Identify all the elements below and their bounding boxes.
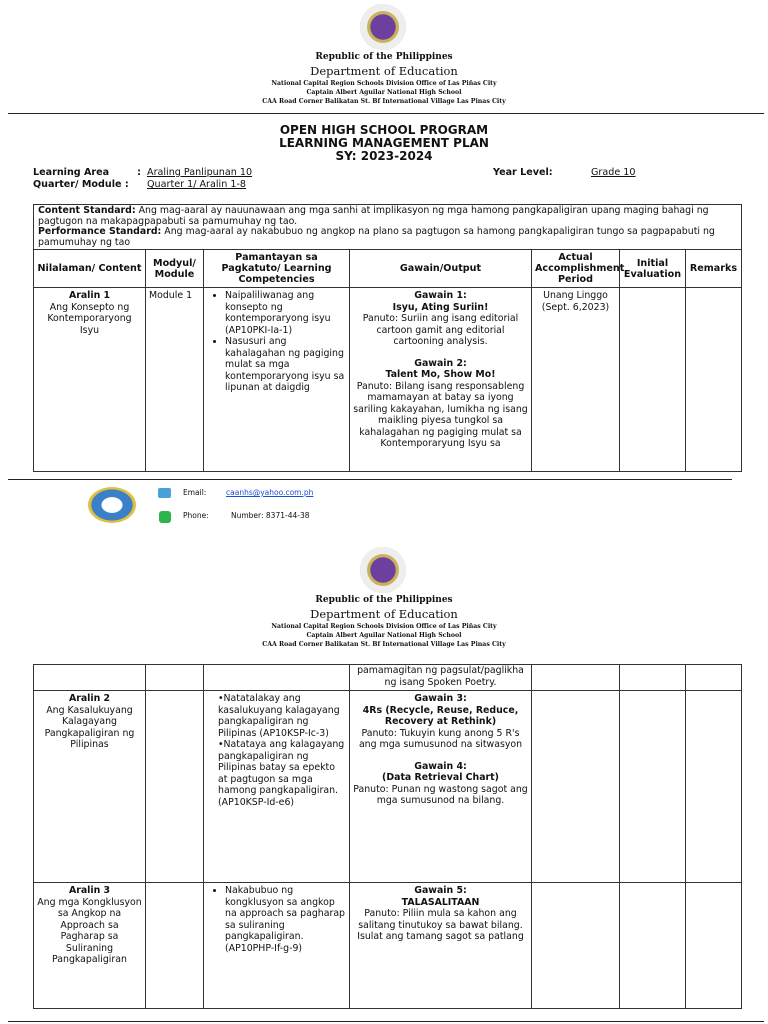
address-line: CAA Road Corner Balikatan St. Bf International Village Las Pinas City: [262, 98, 506, 105]
table-row-aralin-3: [34, 883, 742, 1009]
evaluation-cell: [620, 665, 686, 691]
division-line: National Capital Region Schools Division Office of Las Piñas City: [271, 623, 497, 630]
content-cell: [34, 883, 146, 1009]
program-title: OPEN HIGH SCHOOL PROGRAM: [279, 123, 489, 137]
module-cell: [146, 665, 204, 691]
gawain-5-title: Gawain 5:: [414, 885, 467, 896]
remarks-cell: [686, 288, 742, 472]
header-competencies: Pamantayan sa Pagkatuto/ Learning Competencies: [204, 250, 350, 288]
period-cell: [532, 691, 620, 883]
table-row-aralin-1: [34, 288, 742, 472]
period-cell: [532, 665, 620, 691]
school-year: SY: 2023-2024: [335, 149, 433, 163]
header-remarks: Remarks: [686, 250, 742, 288]
module-cell: Module 1: [146, 288, 204, 472]
phone-number: Number: 8371-44-38: [231, 511, 310, 520]
standards-row: [34, 205, 742, 250]
gawain-1-name: Isyu, Ating Suriin!: [392, 301, 489, 313]
gawain-2-text: Panuto: Bilang isang responsableng mamamayan at batay sa iyong sariling kakayahan, lumikha ng isang maikling piyesa tungkol sa kahalagahan ng pagiging mulat sa Kontemporaryung Isyu sa: [353, 380, 528, 449]
year-level-label: Year Level:: [493, 167, 553, 178]
lmp-table-page2: [33, 664, 742, 1009]
output-cell: [350, 691, 532, 883]
gawain-1-title: Gawain 1:: [414, 290, 467, 301]
content-cell: [34, 288, 146, 472]
competencies-cell: [204, 288, 350, 472]
school-line: Captain Albert Aguilar National High School: [306, 632, 462, 639]
gawain-2-name: Talent Mo, Show Mo!: [385, 369, 496, 380]
gawain-4-text: Panuto: Punan ng wastong sagot ang mga sumusunod na bilang.: [353, 783, 528, 806]
competency-item: • Nasusuri ang kahalagahan ng pagiging mulat sa mga kontemporaryong isyu sa lipunan at daigdig: [225, 336, 346, 394]
page-bottom-divider: [8, 1021, 764, 1022]
footer-divider: [8, 479, 732, 480]
deped-seal: [360, 547, 406, 593]
performance-standard: Performance Standard: Ang mag-aaral ay nakabubuo ng angkop na plano sa pagtugon sa hamong pangkapaligiran tungo sa pagpapabuti ng pamumuhay ng tao: [38, 226, 715, 248]
header-module: Modyul/ Module: [146, 250, 204, 288]
content-standard: Content Standard: Ang mag-aaral ay nauunawaan ang mga sanhi at implikasyon ng mga hamong pangkapaligiran upang maging bahagi ng pagtugon na makapagpapabuti sa pamumuhay ng tao.: [38, 205, 709, 227]
gawain-3-name: 4Rs (Recycle, Reuse, Reduce, Recovery at Rethink): [362, 704, 519, 727]
phone-label: Phone:: [183, 511, 209, 520]
header-evaluation: Initial Evaluation: [620, 250, 686, 288]
quarter-value: Quarter 1/ Aralin 1-8: [147, 179, 247, 190]
competencies-cell: [204, 883, 350, 1009]
competency-item: •Natatalakay ang kasalukuyang kalagayang pangkapaligiran ng Pilipinas (AP10KSP-Ic-3): [218, 693, 340, 739]
table-header-row: [34, 250, 742, 288]
republic-line: Republic of the Philippines: [315, 595, 453, 605]
output-cell: [350, 288, 532, 472]
gawain-3-title: Gawain 3:: [414, 693, 467, 704]
period-cell: [532, 288, 620, 472]
lmp-table-page1: [33, 204, 742, 472]
competency-item: • Naipaliliwanag ang konsepto ng kontemporaryong isyu (AP10PKI-Ia-1): [225, 290, 346, 336]
period-cell: [532, 883, 620, 1009]
school-line: Captain Albert Aguilar National High School: [306, 89, 462, 96]
output-cell: [350, 883, 532, 1009]
letterhead: [0, 595, 768, 649]
standards-cell: [34, 205, 742, 250]
header-content: Nilalaman/ Content: [34, 250, 146, 288]
gawain-1-text: Panuto: Suriin ang isang editorial cartoon gamit ang editorial cartooning analysis.: [362, 313, 519, 347]
evaluation-cell: [620, 691, 686, 883]
evaluation-cell: [620, 288, 686, 472]
learning-area-value: Araling Panlipunan 10: [147, 167, 253, 178]
gawain-4-title: Gawain 4:: [414, 760, 467, 772]
aralin-title: Aralin 3: [68, 885, 111, 896]
department-line: Department of Education: [310, 64, 458, 78]
gawain-2-title: Gawain 2:: [414, 357, 467, 369]
letterhead: [0, 52, 768, 106]
header-divider: [8, 113, 764, 114]
gawain-5-text: Panuto: Piliin mula sa kahon ang salitang tinutukoy sa bawat bilang. Isulat ang tamang sagot sa patlang: [357, 908, 524, 942]
gawain-3-text: Panuto: Tukuyin kung anong 5 R's ang mga sumusunod na sitwasyon: [358, 727, 523, 750]
period-date: (Sept. 6,2023): [541, 301, 610, 313]
department-line: Department of Education: [310, 607, 458, 621]
competencies-cell: [204, 665, 350, 691]
table-row-continuation: [34, 665, 742, 691]
aralin-title: Aralin 1: [68, 290, 111, 301]
remarks-cell: [686, 883, 742, 1009]
learning-area-label: Learning Area :: [33, 167, 141, 178]
republic-line: Republic of the Philippines: [315, 52, 453, 62]
email-link[interactable]: caanhs@yahoo.com.ph: [226, 488, 314, 497]
remarks-cell: [686, 665, 742, 691]
lmp-title: LEARNING MANAGEMENT PLAN: [279, 136, 489, 150]
module-cell: [146, 883, 204, 1009]
remarks-cell: [686, 691, 742, 883]
output-cell: pamamagitan ng pagsulat/paglikha ng isang Spoken Poetry.: [350, 665, 532, 691]
content-cell: [34, 691, 146, 883]
evaluation-cell: [620, 883, 686, 1009]
division-line: National Capital Region Schools Division Office of Las Piñas City: [271, 80, 497, 87]
phone-icon: [159, 511, 171, 523]
competency-item: • Nakabubuo ng kongklusyon sa angkop na approach sa pagharap sa suliraning pangkapaligiran. (AP10PHP-If-g-9): [225, 885, 346, 954]
plan-title: [0, 124, 768, 163]
aralin-content: Ang Konsepto ng Kontemporaryong Isyu: [47, 301, 132, 336]
aralin-title: Aralin 2: [68, 693, 111, 704]
quarter-label: Quarter/ Module :: [33, 179, 129, 190]
period-week: Unang Linggo: [543, 290, 608, 301]
school-logo: [88, 487, 136, 523]
header-output: Gawain/Output: [350, 250, 532, 288]
address-line: CAA Road Corner Balikatan St. Bf International Village Las Pinas City: [262, 641, 506, 648]
competency-item: •Natataya ang kalagayang pangkapaligiran ng Pilipinas batay sa epekto at pagtugon sa mga hamong pangkapaligiran. (AP10KSP-Id-e6): [218, 739, 345, 808]
aralin-content: Ang mga Kongklusyon sa Angkop na Approach sa Pagharap sa Suliraning Pangkapaligiran: [37, 896, 142, 965]
deped-seal: [360, 4, 406, 50]
gawain-5-name: TALASALITAAN: [401, 896, 480, 908]
table-row-aralin-2: [34, 691, 742, 883]
email-icon: [158, 488, 171, 498]
aralin-content: Ang Kasalukuyang Kalagayang Pangkapaligiran ng Pilipinas: [44, 704, 135, 750]
email-label: Email:: [183, 488, 207, 497]
gawain-4-name: (Data Retrieval Chart): [382, 772, 499, 783]
year-level-value: Grade 10: [591, 167, 636, 178]
header-period: Actual Accomplishment Period: [532, 250, 620, 288]
module-cell: [146, 691, 204, 883]
competencies-cell: [204, 691, 350, 883]
content-cell: [34, 665, 146, 691]
